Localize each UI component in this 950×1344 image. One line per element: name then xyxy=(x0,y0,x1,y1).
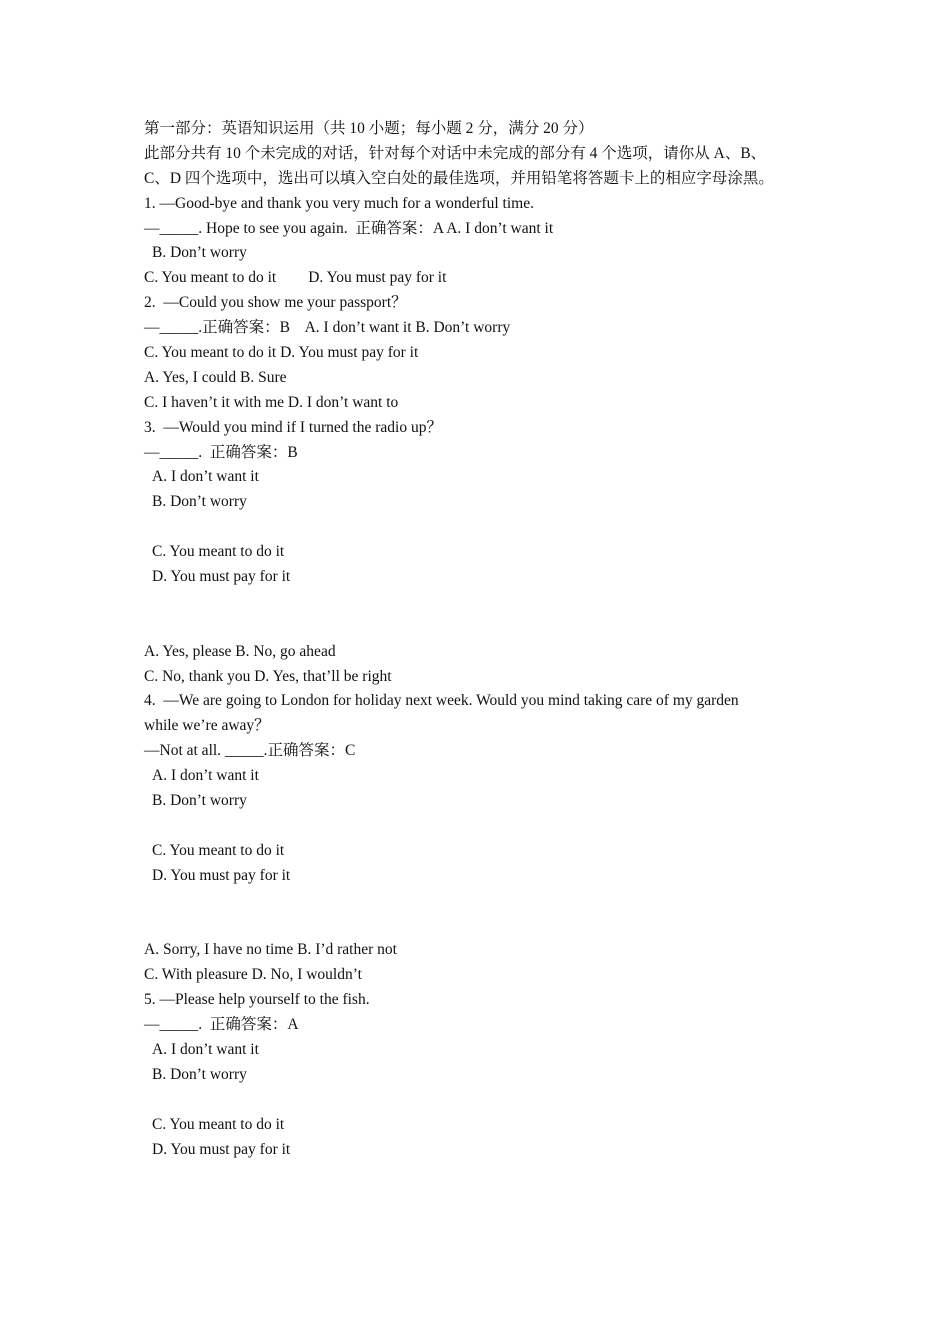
q2-options-cd: C. You meant to do it D. You must pay for it xyxy=(144,344,419,362)
q5-option-b: B. Don’t worry xyxy=(152,1065,247,1083)
q1-prompt: 1. —Good-bye and thank you very much for a wonderful time. xyxy=(144,194,534,212)
q1-answer-line: —_____. Hope to see you again. 正确答案：A A. I don’t want it xyxy=(144,219,554,237)
q2-prompt: 2. —Could you show me your passport？ xyxy=(144,294,407,312)
spacer xyxy=(144,615,824,640)
q2-alt-options-cd: C. I haven’t it with me D. I don’t want to xyxy=(144,393,399,411)
q3-option-d: D. You must pay for it xyxy=(152,568,291,586)
q1-options-cd xyxy=(144,266,824,291)
document-page xyxy=(144,117,824,1162)
q2-alt-options-ab: A. Yes, I could B. Sure xyxy=(144,368,287,386)
q5-option-c: C. You meant to do it xyxy=(152,1115,285,1133)
spacer xyxy=(144,590,824,615)
instructions-line-2: C、D 四个选项中，选出可以填入空白处的最佳选项，并用铅笔将答题卡上的相应字母涂黑。 xyxy=(144,169,774,187)
q3-answer-line: —_____. 正确答案：B xyxy=(144,443,298,461)
q3-option-a: A. I don’t want it xyxy=(152,468,259,486)
q3-option-b: B. Don’t worry xyxy=(152,493,247,511)
q4-answer-line: —Not at all. _____.正确答案：C xyxy=(144,742,356,760)
section-title: 第一部分：英语知识运用（共 10 小题；每小题 2 分，满分 20 分） xyxy=(144,120,594,137)
q1-option-d: D. You must pay for it xyxy=(308,269,447,287)
q4-option-b: B. Don’t worry xyxy=(152,792,247,810)
q4-alt-options-ab: A. Sorry, I have no time B. I’d rather not xyxy=(144,941,397,959)
q4-option-c: C. You meant to do it xyxy=(152,841,285,859)
q5-option-a: A. I don’t want it xyxy=(152,1040,259,1058)
q3-option-c: C. You meant to do it xyxy=(152,543,285,561)
q4-prompt-line-2: while we’re away？ xyxy=(144,717,270,735)
q5-option-d: D. You must pay for it xyxy=(152,1140,291,1158)
q5-prompt: 5. —Please help yourself to the fish. xyxy=(144,991,370,1009)
q4-option-a: A. I don’t want it xyxy=(152,767,259,785)
q3-prompt: 3. —Would you mind if I turned the radio up？ xyxy=(144,418,442,436)
spacer xyxy=(144,889,824,914)
q4-prompt-line-1: 4. —We are going to London for holiday next week. Would you mind taking care of my garden xyxy=(144,692,739,710)
q5-answer-line: —_____. 正确答案：A xyxy=(144,1016,299,1034)
spacer xyxy=(144,1088,824,1113)
spacer xyxy=(144,814,824,839)
q3-alt-options-cd: C. No, thank you D. Yes, that’ll be right xyxy=(144,667,392,685)
instructions-line-1: 此部分共有 10 个未完成的对话，针对每个对话中未完成的部分有 4 个选项，请你从 A、B、 xyxy=(144,144,767,162)
q3-alt-options-ab: A. Yes, please B. No, go ahead xyxy=(144,642,336,660)
q4-option-d: D. You must pay for it xyxy=(152,866,291,884)
q1-option-b: B. Don’t worry xyxy=(152,244,247,262)
spacer xyxy=(144,914,824,939)
q2-answer-line: —_____.正确答案：B A. I don’t want it B. Don’t worry xyxy=(144,319,511,337)
q4-alt-options-cd: C. With pleasure D. No, I wouldn’t xyxy=(144,966,362,984)
spacer xyxy=(144,515,824,540)
q1-option-c: C. You meant to do it xyxy=(144,269,277,287)
